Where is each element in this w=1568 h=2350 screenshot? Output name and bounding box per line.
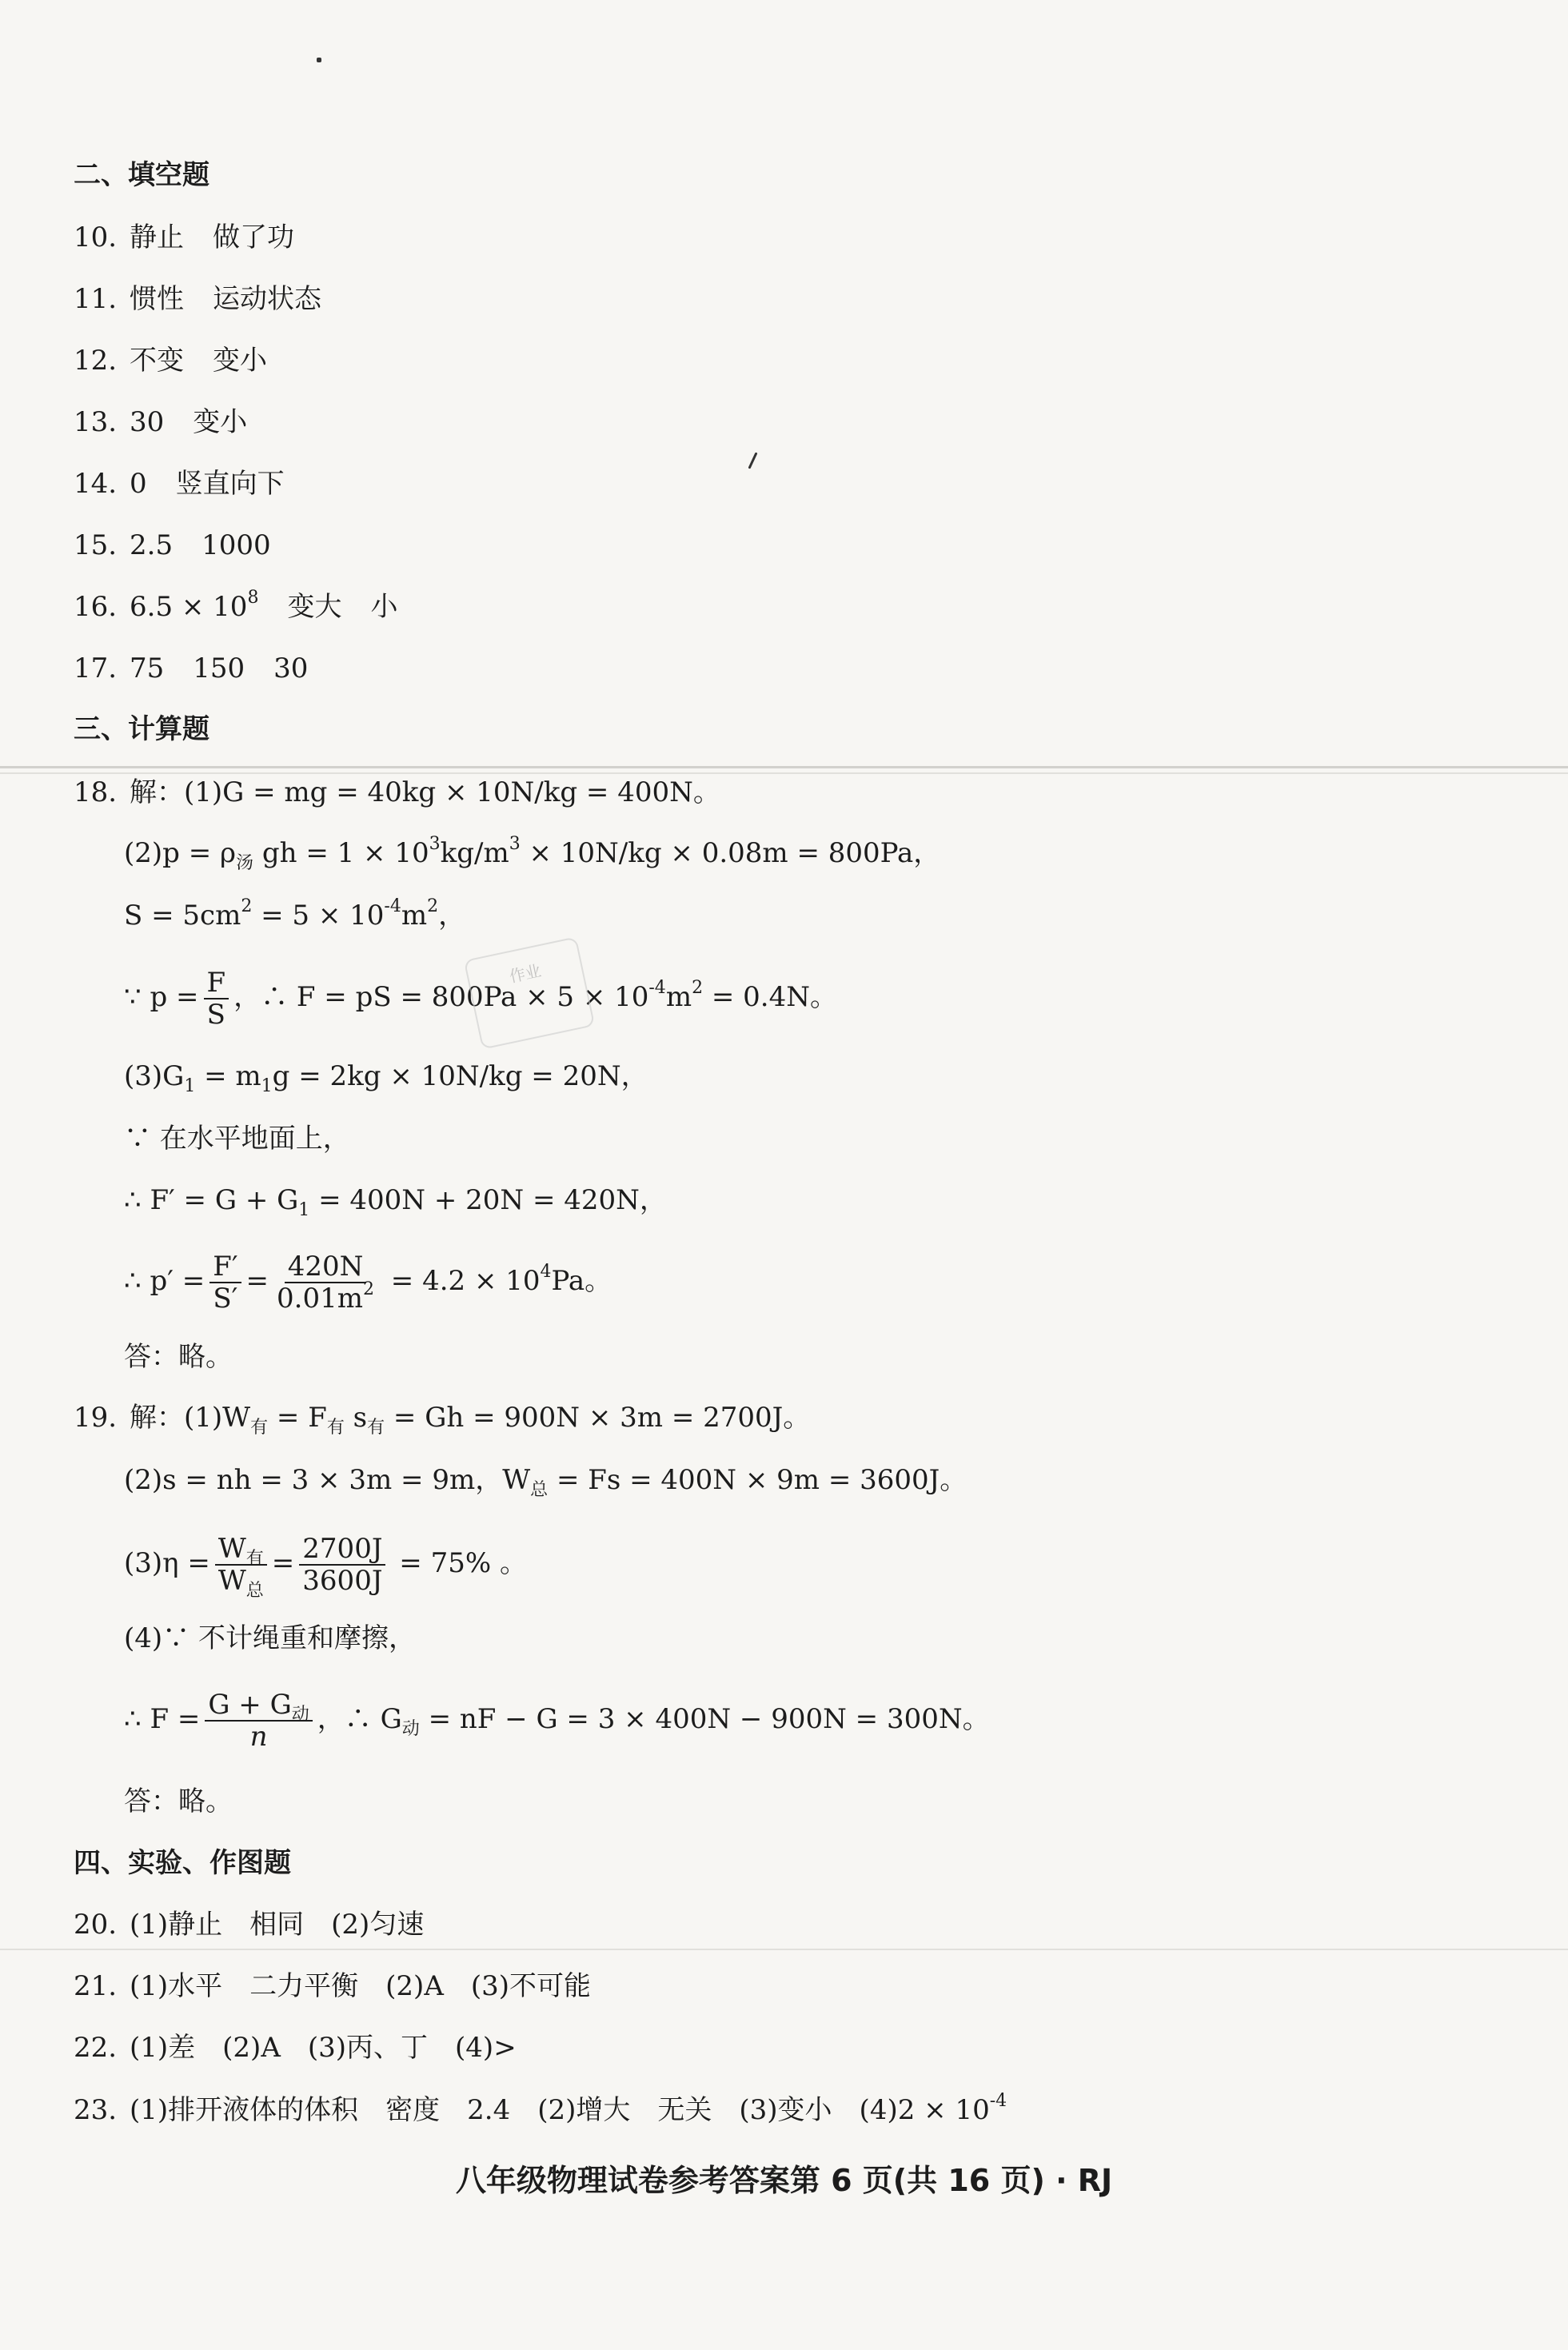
section-calculation-title: 三、计算题 bbox=[74, 713, 209, 745]
answer-q19-line3: (3)η = $\frac{W_有}{W_总}$ = $\frac{2700J}{3600J}$ = 75% 。 bbox=[124, 1533, 527, 1601]
answer-q19-line4: (4)∵ 不计绳重和摩擦， bbox=[124, 1622, 416, 1654]
answer-q18-line3: $S = 5cm^2 = 5 \times 10^{-4}m^2$， bbox=[124, 896, 466, 932]
answer-q11: 11. 惯性 运动状态 bbox=[74, 283, 321, 315]
answer-q12: 12. 不变 变小 bbox=[74, 345, 267, 377]
answer-q19-conclusion: 答：略。 bbox=[124, 1785, 233, 1817]
answer-q20: 20. (1)静止 相同 (2)匀速 bbox=[74, 1909, 425, 1941]
scan-divider-line bbox=[0, 772, 1568, 774]
fraction: $\frac{420N}{0.01m^2}$ bbox=[277, 1251, 374, 1315]
answer-q18-line4: ∵ p = $\frac{F}{S}$ ，∴ F = pS = $800Pa \times 5 \times 10^{-4}m^2 = 0.4N$。 bbox=[124, 967, 837, 1031]
answer-q14: 14. 0 竖直向下 bbox=[74, 468, 285, 500]
answer-q19-line2: (2)s = nh = 3 × 3m = 9m，$W_总 = Fs = 400N \times 9m = 3600J$。 bbox=[124, 1464, 968, 1500]
answer-q18-line6: ∵ 在水平地面上， bbox=[124, 1123, 350, 1155]
answer-q19-line5: ∴ F = $\frac{G + G_动}{n}$ ，∴ $G_动$ = nF − G = 3 × 400N − 900N = 300N。 bbox=[124, 1689, 990, 1753]
section-experiment-title: 四、实验、作图题 bbox=[74, 1847, 291, 1879]
answer-q18-line8: ∴ p′ = $\frac{F'}{S'}$ = $\frac{420N}{0.01m^2}$ = $4.2 \times 10^4Pa$。 bbox=[124, 1251, 612, 1315]
answer-q18-line5: $(3)G_1 = m_1g = 2kg \times 10N/kg = 20N$， bbox=[124, 1060, 648, 1096]
fraction: $\frac{W_有}{W_总}$ bbox=[215, 1534, 267, 1596]
scan-divider-line bbox=[0, 766, 1568, 768]
fraction: $\frac{F'}{S'}$ bbox=[209, 1251, 241, 1314]
answer-q23: 23. (1)排开液体的体积 密度 2.4 (2)增大 无关 (3)变小 $(4)2 \times 10^{-4}$ bbox=[74, 2091, 1007, 2126]
homework-stamp-watermark: 作业 bbox=[464, 936, 596, 1049]
answer-q18-line1: 18. 解：(1)G = mg = 40kg × 10N/kg = 400N。 bbox=[74, 776, 720, 808]
answer-q15: 15. 2.5 1000 bbox=[74, 529, 271, 561]
answer-q18-line7: ∴ $F' = G + G_1 = 400N + 20N = 420N$， bbox=[124, 1184, 667, 1220]
answer-q22: 22. (1)差 (2)A (3)丙、丁 (4)> bbox=[74, 2032, 517, 2064]
section-fill-in-title: 二、填空题 bbox=[74, 159, 209, 191]
scan-divider-line bbox=[0, 1949, 1568, 1950]
answer-q19-line1: 19. 解：$(1)W_有 = F_有$ $s_有 = Gh = 900N \times 3m = 2700J$。 bbox=[74, 1402, 811, 1438]
fraction: $\frac{F}{S}$ bbox=[204, 968, 229, 1030]
page-footer: 八年级物理试卷参考答案第 6 页(共 16 页) · RJ bbox=[455, 2163, 1113, 2198]
scan-speck bbox=[748, 452, 757, 469]
fraction: $\frac{G + G_动}{n}$ bbox=[205, 1690, 312, 1752]
answer-q18-line2: $(2)p = \rho_汤$ gh = $1 \times 10^3kg/m^3 \times 10N/kg \times 0.08m = 800Pa$， bbox=[124, 834, 941, 873]
answer-q18-conclusion: 答：略。 bbox=[124, 1341, 233, 1373]
answer-q21: 21. (1)水平 二力平衡 (2)A (3)不可能 bbox=[74, 1970, 592, 2002]
answer-q13: 13. 30 变小 bbox=[74, 406, 248, 438]
fraction: $\frac{2700J}{3600J}$ bbox=[299, 1534, 385, 1596]
answer-q17: 17. 75 150 30 bbox=[74, 652, 309, 684]
answer-q16: 16. $6.5 \times 10^8$ 变大 小 bbox=[74, 588, 398, 623]
answer-q10: 10. 静止 做了功 bbox=[74, 221, 294, 253]
scan-speck bbox=[317, 58, 321, 62]
